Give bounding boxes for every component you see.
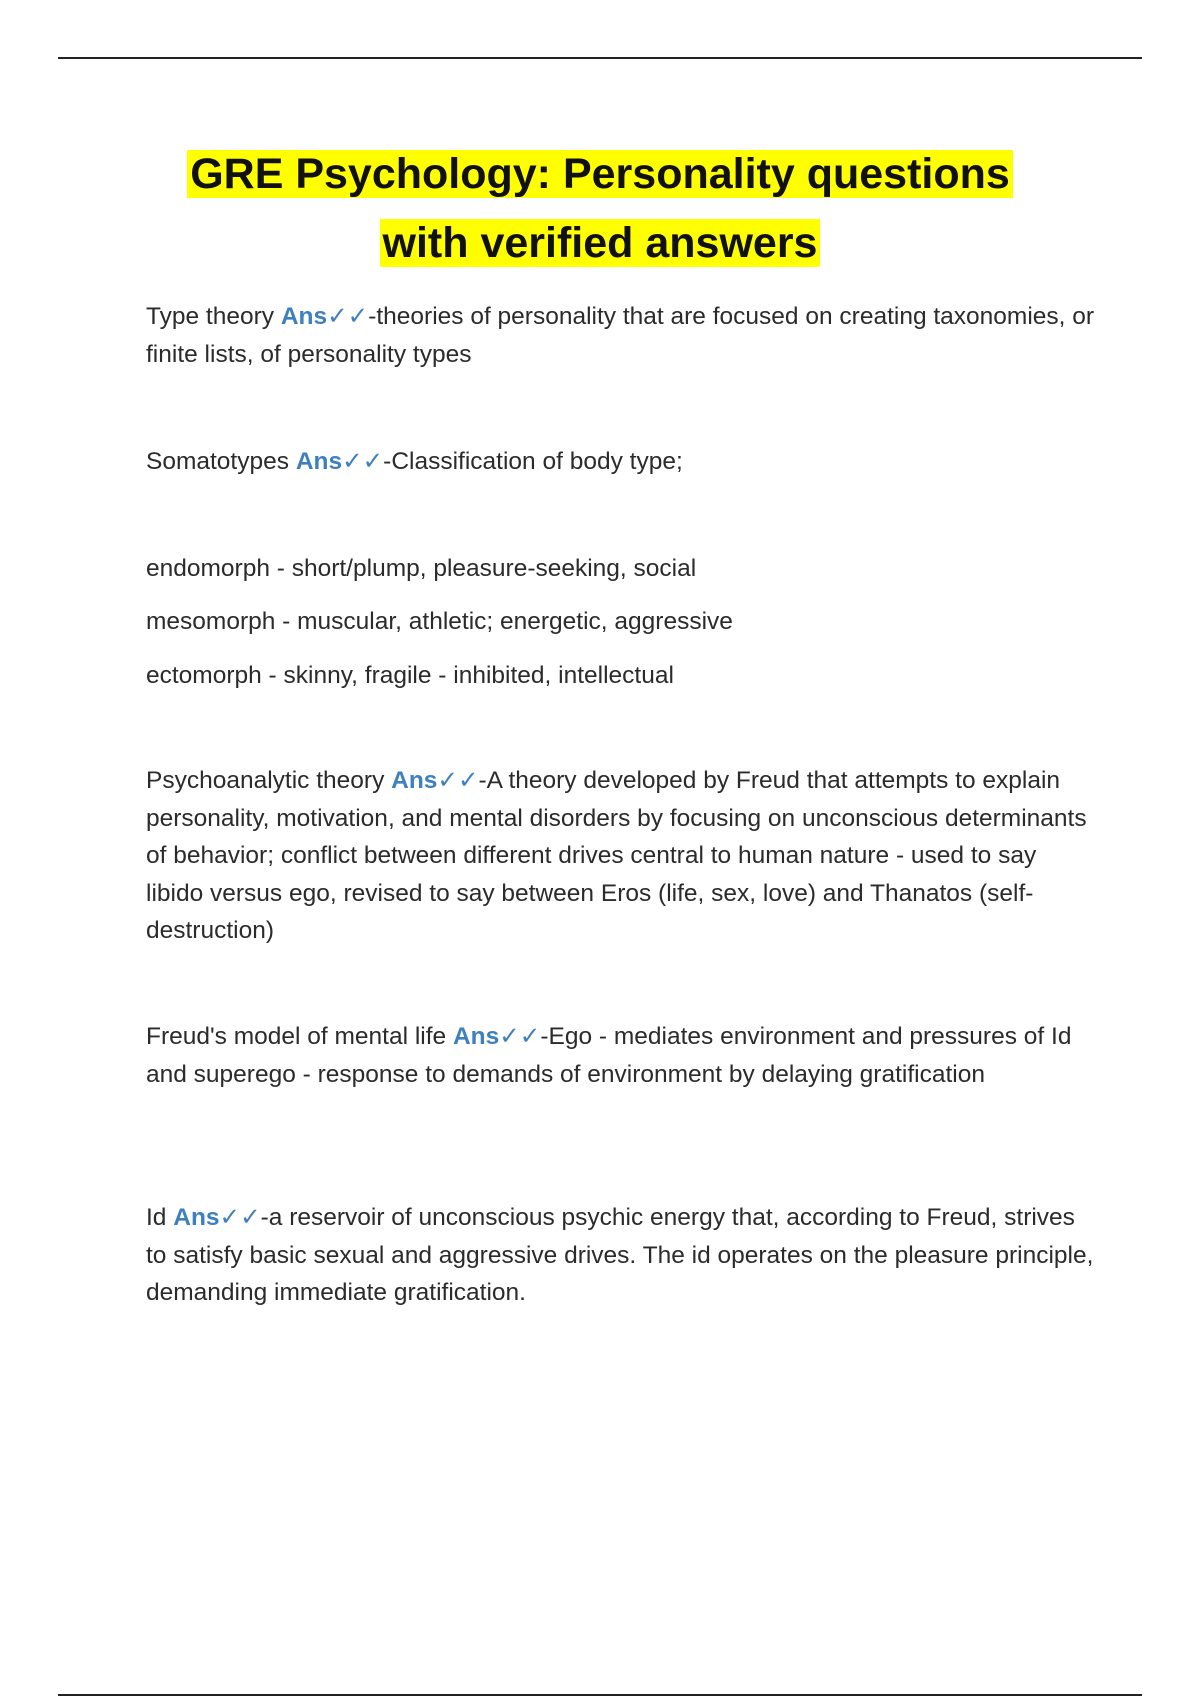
checkmark-icon: ✓✓ xyxy=(327,303,369,330)
qa-entry-type-theory xyxy=(146,298,1096,373)
checkmark-icon: ✓✓ xyxy=(342,448,384,475)
entry-definition: -Classification of body type; xyxy=(383,448,683,475)
qa-entry-psychoanalytic-theory xyxy=(146,762,1096,950)
checkmark-icon: ✓✓ xyxy=(499,1023,541,1050)
answer-marker: Ans✓✓ xyxy=(391,767,479,794)
title-line-2: with verified answers xyxy=(380,219,821,267)
entry-definition: -Ego - mediates environment and pressures of Id and superego - response to demands of environment by delaying gratification xyxy=(146,1023,1072,1088)
entry-term: Somatotypes xyxy=(146,448,296,475)
top-rule xyxy=(58,57,1142,59)
qa-entry-freuds-model xyxy=(146,1018,1096,1093)
checkmark-icon: ✓✓ xyxy=(437,767,479,794)
answer-marker: Ans✓✓ xyxy=(280,303,369,330)
entry-term: Id xyxy=(146,1204,174,1231)
entry-term: Psychoanalytic theory xyxy=(146,767,392,794)
somatotype-item: mesomorph - muscular, athletic; energetic, aggressive xyxy=(146,608,733,635)
answer-marker: Ans✓✓ xyxy=(452,1023,541,1050)
qa-entry-id xyxy=(146,1199,1096,1312)
bottom-rule xyxy=(58,1694,1142,1696)
entry-definition: -theories of personality that are focused on creating taxonomies, or finite lists, of personality types xyxy=(146,303,1095,368)
title-line-1: GRE Psychology: Personality questions xyxy=(187,150,1013,198)
document-title xyxy=(60,140,1140,278)
answer-marker: Ans✓✓ xyxy=(173,1204,261,1231)
entry-definition: -a reservoir of unconscious psychic energy that, according to Freud, strives to satisfy basic sexual and aggressive drives. The id operates on the pleasure principle, demanding immediate gratification. xyxy=(146,1204,1094,1306)
somatotype-item: ectomorph - skinny, fragile - inhibited, intellectual xyxy=(146,662,674,689)
entry-term: Type theory xyxy=(146,303,281,330)
qa-entry-somatotypes xyxy=(146,443,1096,481)
answer-marker: Ans✓✓ xyxy=(295,448,384,475)
somatotype-item: endomorph - short/plump, pleasure-seeking, social xyxy=(146,555,697,582)
entry-term: Freud's model of mental life xyxy=(146,1023,453,1050)
entry-definition: -A theory developed by Freud that attempts to explain personality, motivation, and mental disorders by focusing on unconscious determinants of behavior; conflict between different drives central to human nature - used to say libido versus ego, revised to say between Eros (life, sex, love) and Thanatos (self-destruction) xyxy=(146,767,1087,944)
checkmark-icon: ✓✓ xyxy=(219,1204,261,1231)
